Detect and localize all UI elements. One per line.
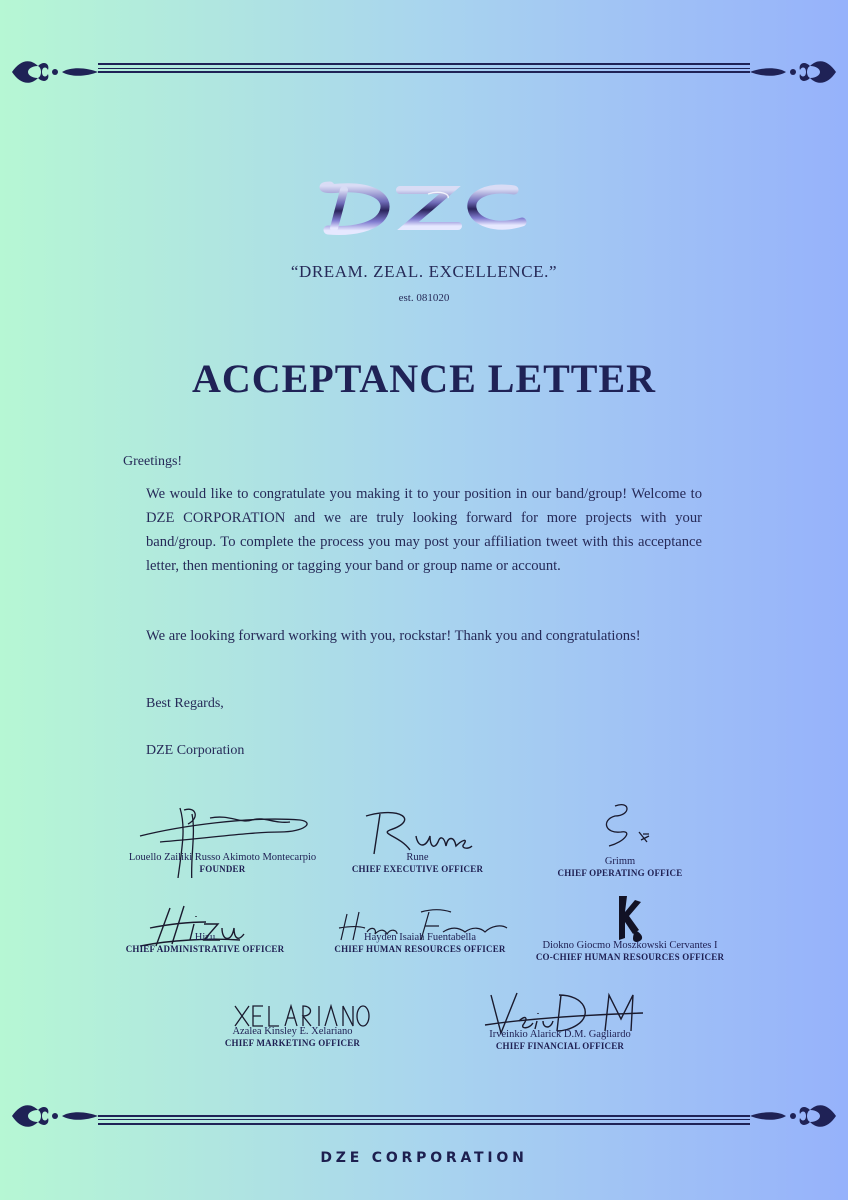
body-paragraph-2: We are looking forward working with you, rockstar! Thank you and congratulations! [146,628,641,644]
signatory-name: Louello Zailiki Russo Akimoto Montecarpio [128,852,317,863]
dze-logo [300,172,540,252]
signatory-co-chro [525,890,735,970]
signatory-name: Hayden Isaiah Fuentabella [364,932,476,943]
signatory-role: CHIEF EXECUTIVE OFFICER [351,864,484,874]
signatory-cao [110,900,300,970]
signatory-name: Diokno Giocmo Moszkowski Cervantes I [542,940,718,951]
established-date: est. 081020 [398,292,450,304]
signatory-role: CHIEF ADMINISTRATIVE OFFICER [125,944,285,954]
top-border-ornament [0,50,848,94]
signatory-coo [545,812,695,882]
signatory-role: FOUNDER [199,864,246,874]
signature-emblem [525,890,735,946]
signatory-cfo [465,985,655,1060]
signatory-role: CHIEF OPERATING OFFICE [557,868,683,878]
signatory-role: CHIEF HUMAN RESOURCES OFFICER [334,944,506,954]
letter-title: ACCEPTANCE LETTER [191,356,657,401]
signatory-ceo [340,812,495,882]
signatory-name: Rune [406,852,429,863]
closing-line: Best Regards, [146,696,224,711]
bottom-border-ornament [0,1094,848,1138]
signatory-role: CHIEF FINANCIAL OFFICER [495,1041,625,1051]
signatory-role: CO-CHIEF HUMAN RESOURCES OFFICER [535,952,725,962]
signatory-cmo [205,990,380,1060]
company-tagline: “DREAM. ZEAL. EXCELLENCE.” [290,262,558,281]
signatory-name: Irveinkio Alarick D.M. Gagliardo [489,1029,631,1040]
greeting: Greetings! [123,454,183,469]
sender-line: DZE Corporation [146,743,245,758]
signatory-founder [100,812,345,892]
signatory-name: Azalea Kinsley E. Xelariano [232,1026,353,1037]
handwritten-signature [545,798,695,858]
body-paragraph-1: We would like to congratulate you making it to your position in our band/group! Welcome to DZE CORPORATION and we are truly looking forward for more projects with your band/group. To complete the process you may post your affiliation tweet with this acceptance letter, then mentioning or tagging your band or group name or account. [146,486,702,574]
signatory-chro [325,900,515,970]
signatory-name: Grimm [604,856,636,867]
signatory-name: Hizu [194,932,216,943]
footer-company-name: DZE CORPORATION [320,1150,528,1166]
signatory-role: CHIEF MARKETING OFFICER [224,1038,361,1048]
